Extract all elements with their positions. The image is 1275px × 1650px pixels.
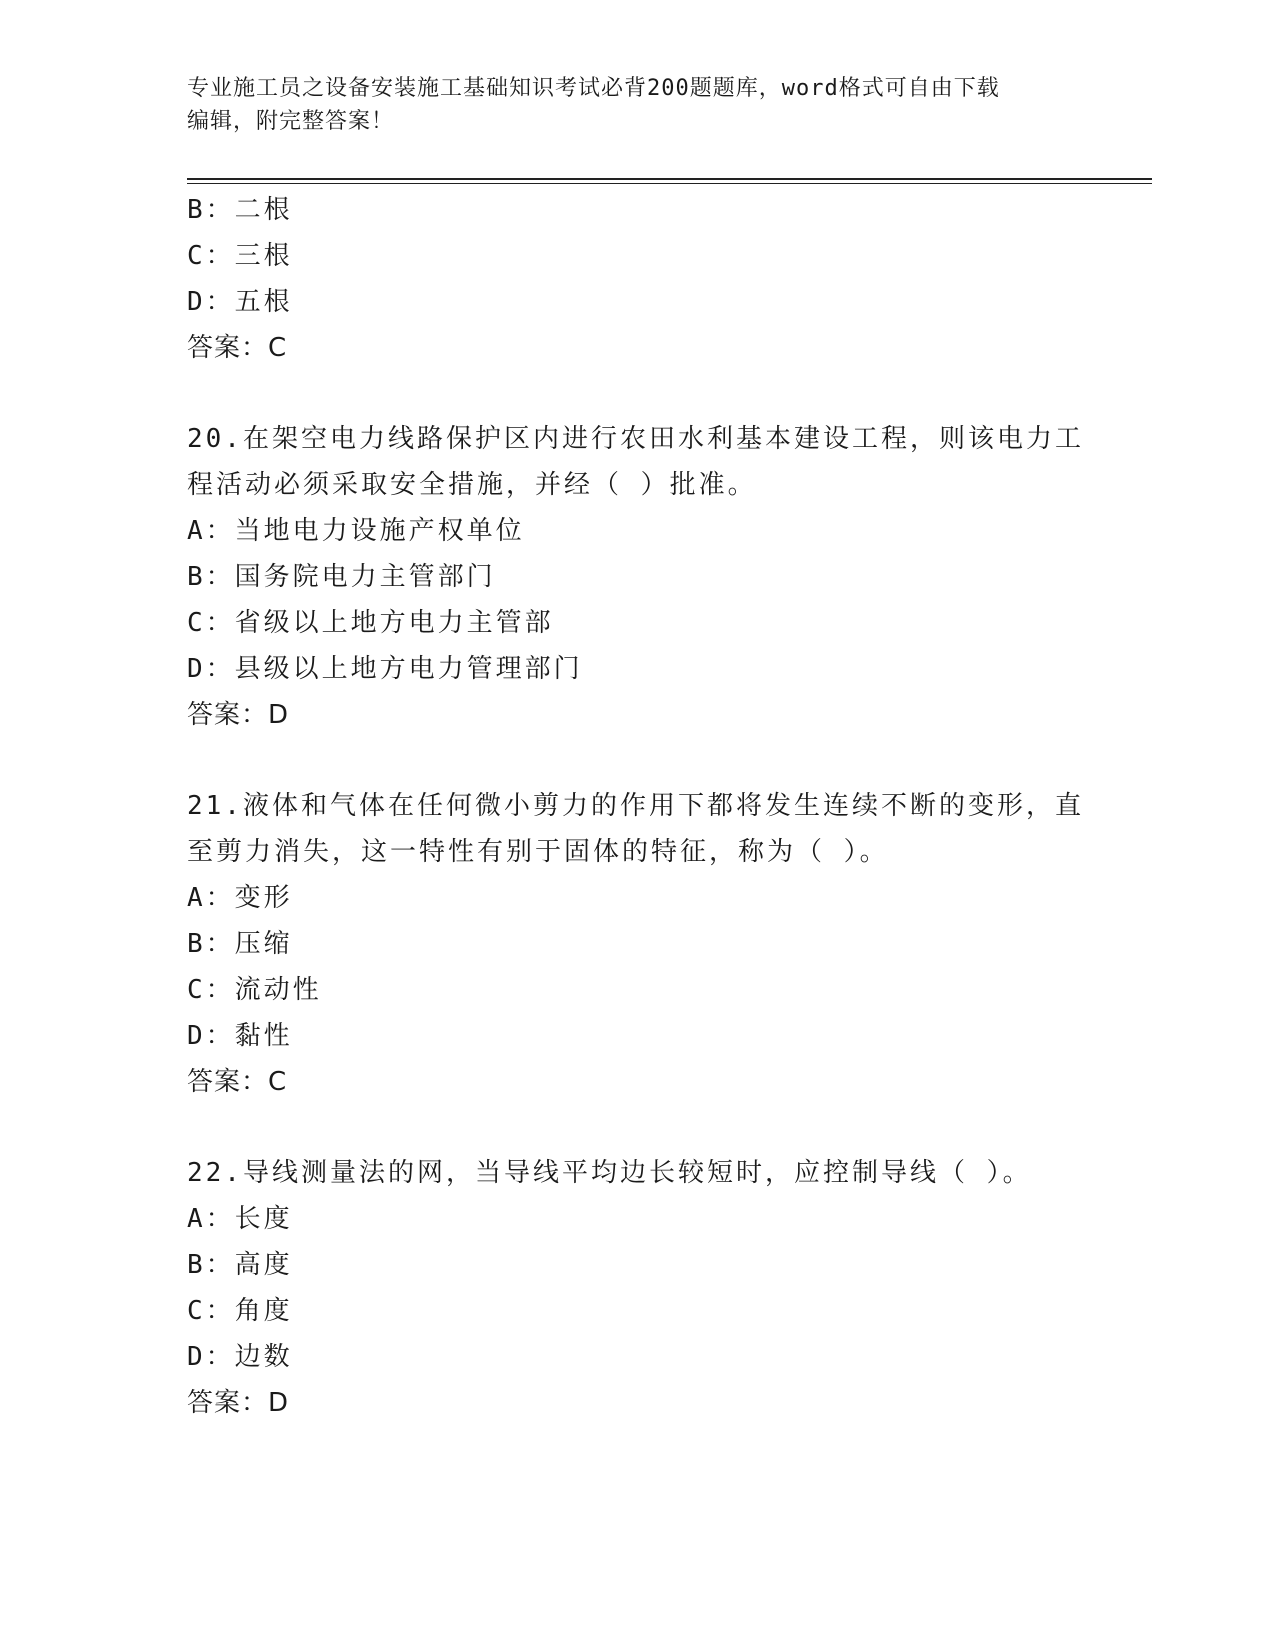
- question-stem-line-1: 20.在架空电力线路保护区内进行农田水利基本建设工程，则该电力工: [187, 424, 1084, 454]
- spacer: [187, 1105, 1087, 1150]
- option-key: B：: [187, 195, 235, 225]
- option-text: 三根: [234, 241, 293, 271]
- spacer: [187, 738, 1087, 783]
- option-key: D：: [187, 654, 235, 684]
- option-text: 二根: [234, 195, 293, 225]
- question-block-19-continued: [187, 187, 1087, 371]
- option-key: C：: [187, 608, 235, 638]
- option-line: [187, 187, 1087, 233]
- answer-line: 答案：C: [187, 333, 288, 363]
- option-key: B：: [187, 1250, 235, 1280]
- option-text: 县级以上地方电力管理部门: [234, 654, 583, 684]
- question-stem-line-1: 22.导线测量法的网，当导线平均边长较短时，应控制导线（ ）。: [187, 1158, 1032, 1188]
- header-title-line-1: 专业施工员之设备安装施工基础知识考试必背200题题库，word格式可自由下载: [187, 76, 1000, 101]
- option-line: [187, 600, 1087, 646]
- header-divider-thick: [187, 178, 1152, 180]
- option-text: 边数: [234, 1342, 293, 1372]
- question-stem-line-2: 至剪力消失，这一特性有别于固体的特征，称为（ ）。: [187, 837, 889, 867]
- option-text: 国务院电力主管部门: [234, 562, 496, 592]
- option-line: [187, 508, 1087, 554]
- option-line: [187, 1288, 1087, 1334]
- question-block-22: [187, 1150, 1087, 1426]
- question-block-20: [187, 416, 1087, 738]
- option-key: A：: [187, 883, 235, 913]
- option-text: 高度: [234, 1250, 293, 1280]
- question-block-21: [187, 783, 1087, 1105]
- option-line: [187, 1334, 1087, 1380]
- option-key: B：: [187, 929, 235, 959]
- option-key: A：: [187, 516, 235, 546]
- spacer: [187, 371, 1087, 416]
- option-line: [187, 921, 1087, 967]
- header-divider-thin: [187, 183, 1152, 184]
- answer-line: 答案：D: [187, 700, 290, 730]
- option-line: [187, 967, 1087, 1013]
- option-line: [187, 279, 1087, 325]
- option-text: 压缩: [234, 929, 293, 959]
- option-key: C：: [187, 975, 235, 1005]
- option-key: D：: [187, 287, 235, 317]
- option-line: [187, 1196, 1087, 1242]
- option-line: [187, 646, 1087, 692]
- option-text: 黏性: [234, 1021, 293, 1051]
- option-key: A：: [187, 1204, 235, 1234]
- question-stem-line-2: 程活动必须采取安全措施，并经（ ）批准。: [187, 470, 757, 500]
- option-text: 变形: [234, 883, 293, 913]
- option-key: D：: [187, 1342, 235, 1372]
- option-key: B：: [187, 562, 235, 592]
- option-text: 角度: [234, 1296, 293, 1326]
- answer-line: 答案：D: [187, 1388, 290, 1418]
- option-text: 当地电力设施产权单位: [234, 516, 525, 546]
- question-content: [187, 187, 1087, 1426]
- option-key: C：: [187, 1296, 235, 1326]
- answer-line: 答案：C: [187, 1067, 288, 1097]
- option-text: 流动性: [234, 975, 322, 1005]
- option-line: [187, 233, 1087, 279]
- option-key: D：: [187, 1021, 235, 1051]
- option-text: 五根: [234, 287, 293, 317]
- option-text: 长度: [234, 1204, 293, 1234]
- option-line: [187, 1013, 1087, 1059]
- header-title-line-2: 编辑，附完整答案！: [187, 109, 395, 134]
- option-line: [187, 1242, 1087, 1288]
- document-header: [187, 72, 1087, 138]
- option-line: [187, 554, 1087, 600]
- option-text: 省级以上地方电力主管部: [234, 608, 554, 638]
- option-line: [187, 875, 1087, 921]
- option-key: C：: [187, 241, 235, 271]
- question-stem-line-1: 21.液体和气体在任何微小剪力的作用下都将发生连续不断的变形，直: [187, 791, 1084, 821]
